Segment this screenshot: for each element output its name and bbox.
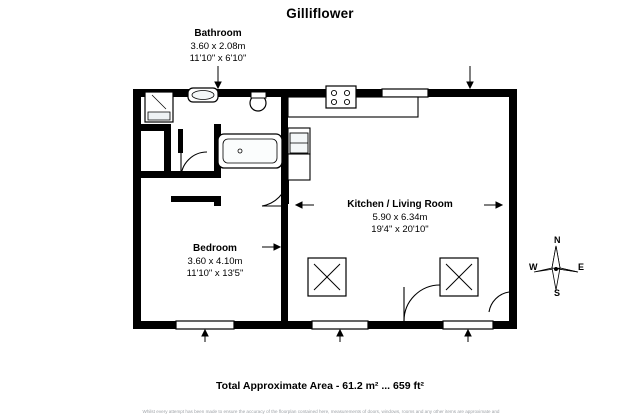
room-label-bedroom <box>145 243 285 281</box>
room-label-bathroom <box>148 28 288 66</box>
compass-rose <box>534 246 578 290</box>
kitchen-fixtures <box>288 86 418 180</box>
roof-window-markers <box>308 258 478 296</box>
room-label-kitchen-living-room <box>320 199 480 237</box>
disclaimer-text: Whilst every attempt has been made to ensure the accuracy of the floorplan contained here, measurements of doors, windows, rooms and any other items are approximate and <box>142 409 500 414</box>
room-name: Kitchen / Living Room <box>347 199 453 210</box>
room-name: Bedroom <box>193 243 237 254</box>
total-area-text: Total Approximate Area - 61.2 m² ... 659 ft² <box>216 380 424 392</box>
compass-label-west: W <box>529 262 538 272</box>
room-name: Bathroom <box>194 28 242 39</box>
interior-walls <box>133 89 288 329</box>
compass-label-east: E <box>578 262 585 272</box>
page-title: Gilliflower <box>286 6 354 21</box>
room-dim-imperial: 11'10" x 6'10" <box>189 53 247 64</box>
room-dim-metric: 3.60 x 4.10m <box>187 255 243 267</box>
room-dim-imperial: 19'4" x 20'10" <box>371 224 429 235</box>
room-dim-imperial: 11'10" x 13'5" <box>186 268 244 279</box>
compass-label-north: N <box>554 235 561 245</box>
compass-label-south: S <box>554 288 561 298</box>
room-dim-metric: 5.90 x 6.34m <box>372 211 428 223</box>
room-dim-metric: 3.60 x 2.08m <box>190 40 246 52</box>
